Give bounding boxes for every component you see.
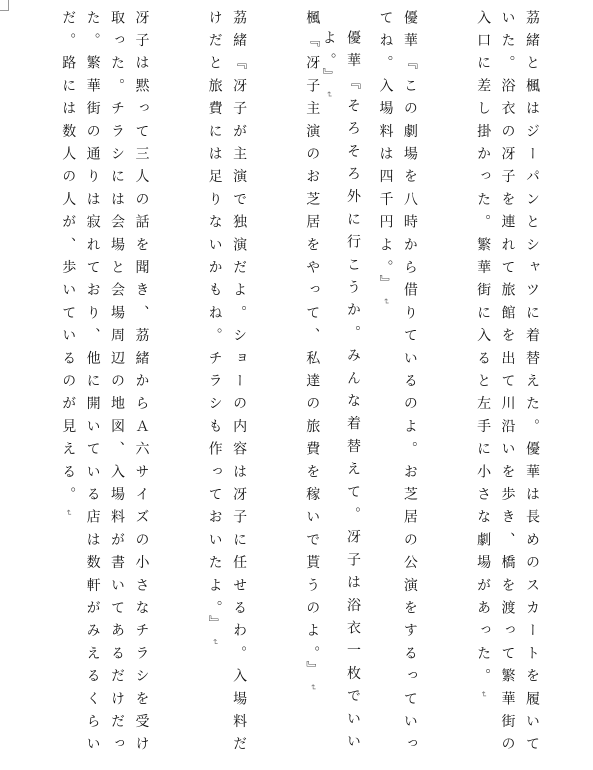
- paragraph-2: [471, 10, 544, 760]
- paragraph-mark-icon: ↵: [210, 638, 220, 646]
- paragraph-4: [300, 10, 324, 760]
- paragraph-mark-icon: ↵: [381, 298, 391, 305]
- paragraph-mark-icon: ↵: [64, 509, 74, 517]
- paragraph-5-text: 茘緒『冴子が主演で独演だよ。ショーの内容は冴子に任せるわ。入場料だけだと旅費には足りないかもね。チラシも作っておいたよ。』: [206, 10, 248, 760]
- paragraph-5: [202, 10, 251, 760]
- paragraph-1-text: 優華『そろそろ外に行こうか。みんな着替えて。冴子は浴衣一枚でいいよ。』: [320, 30, 361, 757]
- paragraph-mark-icon: ↵: [479, 691, 489, 698]
- body-text-block: [7, 10, 540, 770]
- vertical-text-flow: [7, 10, 593, 760]
- paragraph-3-text: 優華『この劇場を八時から借りているのよ。お芝居の公演をするっていってね。入場料は四千円よ。』: [377, 10, 418, 760]
- paragraph-2-text: 茘緒と楓はジーパンとシャツに着替えた。優華は長めのスカートを履いていた。浴衣の冴子を連れて旅館を出て川沿いを歩き、橋を渡って繁華街の入口に差し掛かった。繁華街に入ると左手に小さな劇場があった。: [475, 10, 540, 760]
- paragraph-6: [56, 10, 154, 760]
- paragraph-mark-icon: ↵: [308, 684, 318, 691]
- paragraph-mark-icon: ↵: [324, 91, 334, 98]
- paragraph-3: [373, 10, 422, 760]
- paragraph-6-text: 冴子は黙って三人の話を聞き、茘緒からＡ六サイズの小さなチラシを受け取った。チラシには会場と会場周辺の地図、入場料が書いてあるだけだった。繁華街の通りは寂れており、他に開いている店は数軒がみえるくらいだ。路には数人の人が、歩いているのが見える。: [60, 10, 150, 760]
- paragraph-4-text: 楓『冴子主演のお芝居をやって、私達の旅費を稼いで貰うのよ。』: [304, 10, 321, 684]
